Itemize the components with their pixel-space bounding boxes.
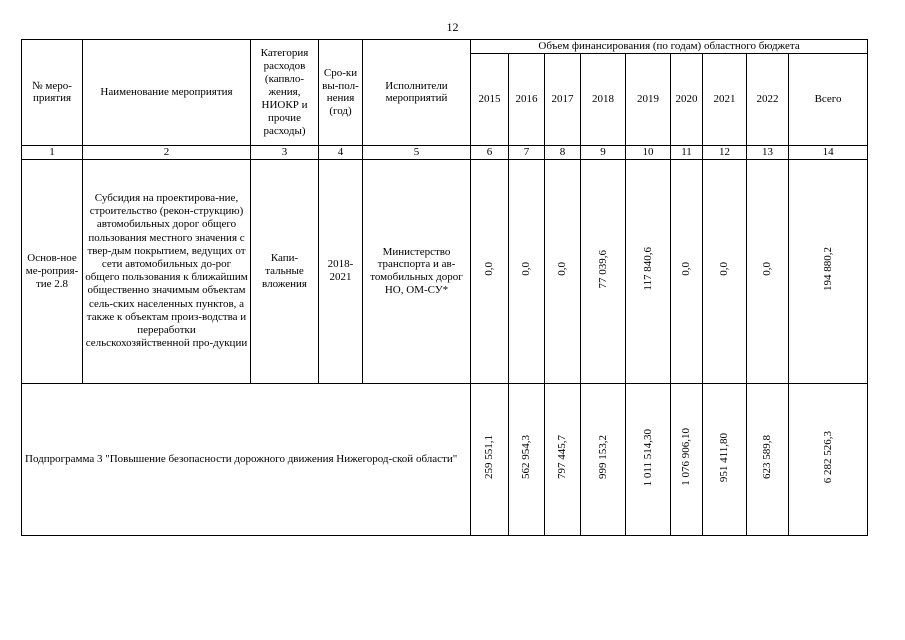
column-number: 11 [671, 145, 703, 159]
column-number: 9 [581, 145, 626, 159]
subprogram-row [22, 383, 868, 535]
row-name: Субсидия на проектирова-ние, строительство (рекон-струкцию) автомобильных дорог общего пользования местного значения с твер-дым покрытием, ведущих от сети автомобильных до-рог общего пользования к ближайшим общественно значимым объектам сель-ских населенных пунктов, а также к объектам произ-водства и переработки сельскохозяйственной про-дукции [83, 159, 251, 383]
header-term: Сро-ки вы-пол-нения (год) [319, 40, 363, 146]
column-number: 1 [22, 145, 83, 159]
column-number: 13 [747, 145, 789, 159]
row-value: 0,0 [556, 262, 569, 277]
header-year: 2020 [671, 53, 703, 145]
subprogram-value: 1 011 514,30 [641, 428, 654, 486]
funding-table [21, 39, 868, 536]
subprogram-total-cell [789, 383, 868, 535]
column-number: 14 [789, 145, 868, 159]
page-number: 12 [446, 20, 459, 34]
column-number-row [22, 145, 868, 159]
header-year: 2018 [581, 53, 626, 145]
subprogram-value-cell [545, 383, 581, 535]
subprogram-value-cell [509, 383, 545, 535]
header-name: Наименование мероприятия [83, 40, 251, 146]
header-executors: Исполнители мероприятий [363, 40, 471, 146]
row-value-cell [703, 159, 747, 383]
header-category: Категория расходов (капвло-жения, НИОКР и прочие расходы) [251, 40, 319, 146]
row-value-cell [509, 159, 545, 383]
header-number: № меро-приятия [22, 40, 83, 146]
subprogram-value: 623 589,8 [761, 435, 774, 480]
column-number: 4 [319, 145, 363, 159]
subprogram-value-cell [671, 383, 703, 535]
column-number: 6 [471, 145, 509, 159]
header-year: 2021 [703, 53, 747, 145]
row-value: 0,0 [680, 262, 693, 277]
row-value-cell [747, 159, 789, 383]
row-value: 0,0 [483, 262, 496, 277]
column-number: 3 [251, 145, 319, 159]
row-value: 77 039,6 [596, 250, 609, 289]
header-row-top [22, 40, 868, 54]
row-value-cell [671, 159, 703, 383]
subprogram-value: 999 153,2 [596, 435, 609, 480]
row-value-cell [626, 159, 671, 383]
subprogram-value-cell [581, 383, 626, 535]
row-value: 117 840,6 [641, 247, 654, 292]
subprogram-value-cell [471, 383, 509, 535]
header-year: 2017 [545, 53, 581, 145]
column-number: 7 [509, 145, 545, 159]
row-value-cell [581, 159, 626, 383]
row-category: Капи-тальные вложения [251, 159, 319, 383]
subprogram-value: 562 954,3 [520, 435, 533, 480]
row-total-cell [789, 159, 868, 383]
header-total: Всего [789, 53, 868, 145]
table-row [22, 159, 868, 383]
column-number: 12 [703, 145, 747, 159]
column-number: 5 [363, 145, 471, 159]
row-executors: Министерство транспорта и ав-томобильных дорог НО, ОМ-СУ* [363, 159, 471, 383]
header-year: 2015 [471, 53, 509, 145]
subprogram-value: 1 076 906,10 [680, 428, 693, 487]
row-value-cell [545, 159, 581, 383]
subprogram-value: 259 551,1 [483, 435, 496, 480]
row-value: 0,0 [520, 262, 533, 277]
subprogram-value-cell [703, 383, 747, 535]
header-year: 2019 [626, 53, 671, 145]
subprogram-value: 797 445,7 [556, 435, 569, 480]
header-year: 2016 [509, 53, 545, 145]
subprogram-value-cell [747, 383, 789, 535]
column-number: 2 [83, 145, 251, 159]
row-term: 2018-2021 [319, 159, 363, 383]
header-year: 2022 [747, 53, 789, 145]
row-number: Основ-ное ме-роприя-тие 2.8 [22, 159, 83, 383]
subprogram-value-cell [626, 383, 671, 535]
subprogram-title: Подпрограмма 3 "Повышение безопасности дорожного движения Нижегород-ской области" [22, 383, 471, 535]
row-total: 194 880,2 [821, 247, 834, 292]
subprogram-total: 6 282 526,3 [821, 431, 834, 484]
header-funding-group: Объем финансирования (по годам) областного бюджета [471, 40, 868, 54]
row-value: 0,0 [761, 262, 774, 277]
row-value-cell [471, 159, 509, 383]
subprogram-value: 951 411,80 [718, 432, 731, 482]
column-number: 8 [545, 145, 581, 159]
column-number: 10 [626, 145, 671, 159]
row-value: 0,0 [718, 262, 731, 277]
